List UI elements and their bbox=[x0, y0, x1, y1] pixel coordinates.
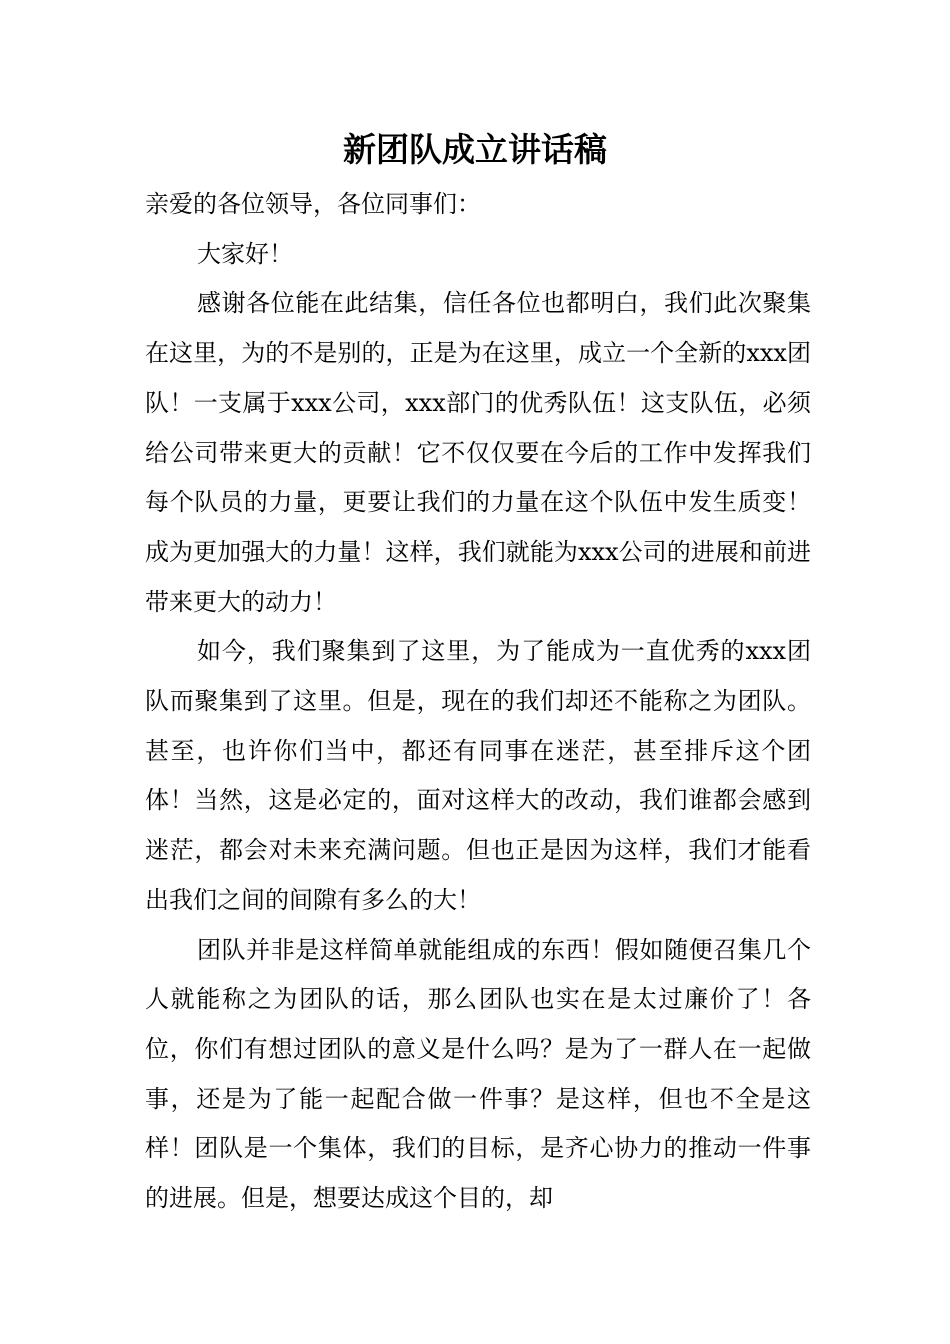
paragraph-3: 团队并非是这样简单就能组成的东西！假如随便召集几个人就能称之为团队的话，那么团队也实在是太过廉价了！各位，你们有想过团队的意义是什么吗？是为了一群人在一起做事，还是为了能一起配合做一件事？是这样，但也不全是这样！团队是一个集体，我们的目标，是齐心协力的推动一件事的进展。但是，想要达成这个目的，却 bbox=[145, 935, 811, 1213]
salutation: 亲爱的各位领导，各位同事们： bbox=[145, 190, 481, 218]
document-title: 新团队成立讲话稿 bbox=[343, 130, 607, 169]
paragraph-1: 感谢各位能在此结集，信任各位也都明白，我们此次聚集在这里，为的不是别的，正是为在这里，成立一个全新的xxx团队！一支属于xxx公司，xxx部门的优秀队伍！这支队伍，必须给公司带来更大的贡献！它不仅仅要在今后的工作中发挥我们每个队员的力量，更要让我们的力量在这个队伍中发生质变！成为更加强大的力量！这样，我们就能为xxx公司的进展和前进带来更大的动力！ bbox=[145, 289, 811, 616]
paragraph-2: 如今，我们聚集到了这里，为了能成为一直优秀的xxx团队而聚集到了这里。但是，现在的我们却还不能称之为团队。甚至，也许你们当中，都还有同事在迷茫，甚至排斥这个团体！当然，这是必定的，面对这样大的改动，我们谁都会感到迷茫，都会对未来充满问题。但也正是因为这样，我们才能看出我们之间的间隙有多么的大！ bbox=[145, 637, 811, 914]
paragraph-greeting: 大家好！ bbox=[197, 239, 293, 268]
document-body bbox=[145, 180, 811, 1224]
